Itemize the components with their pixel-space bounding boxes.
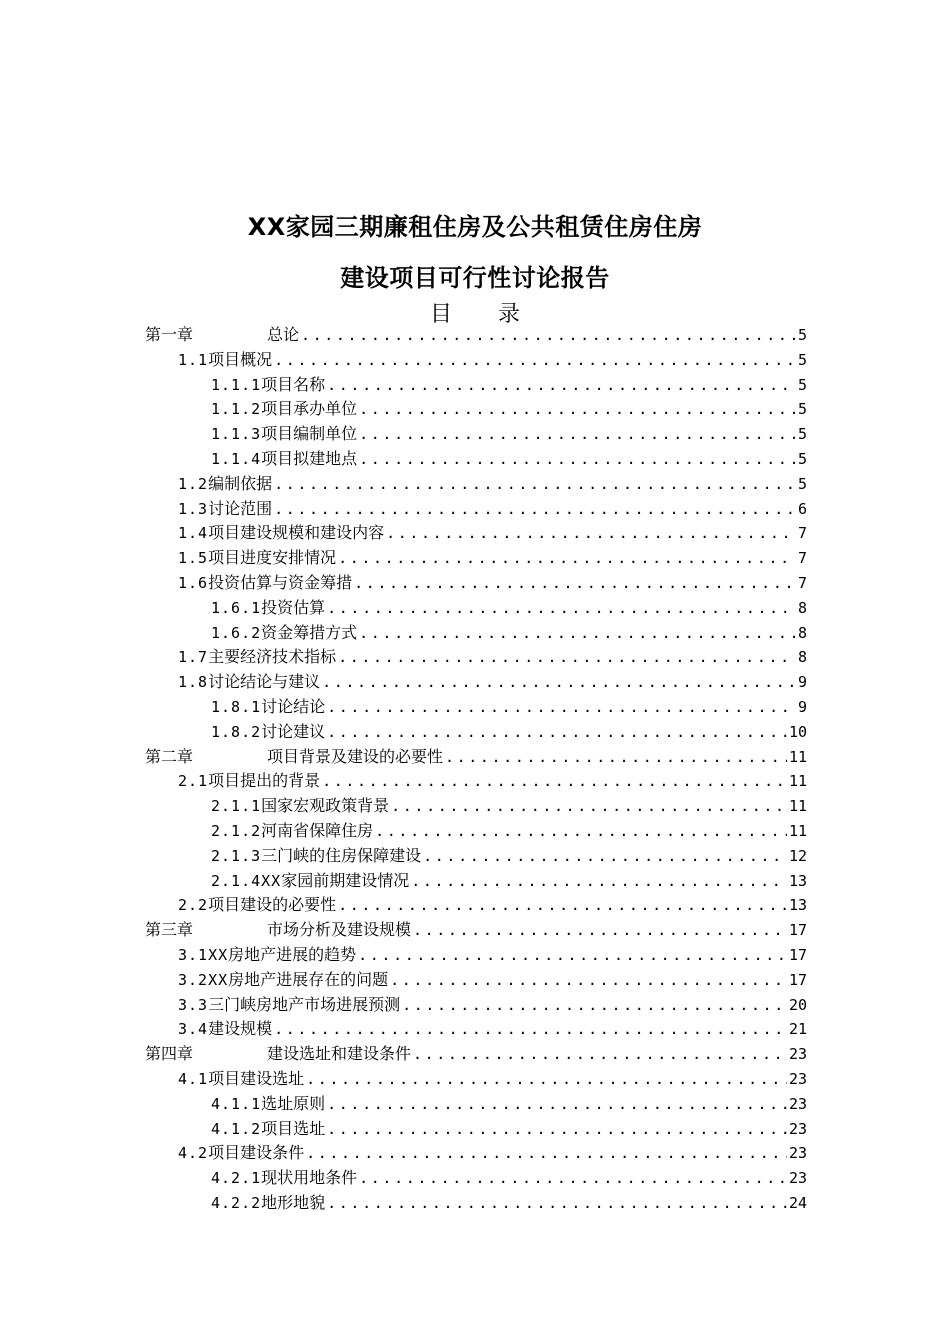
toc-entry[interactable]: [145, 1067, 807, 1092]
toc-entry-label: [178, 1067, 304, 1092]
toc-entry[interactable]: [145, 571, 807, 596]
toc-dot-leader: [327, 373, 795, 398]
toc-entry-label: [211, 1117, 325, 1142]
toc-dot-leader: [306, 1141, 787, 1166]
toc-entry-text: 项目名称: [261, 374, 326, 394]
toc-entry-text: 项目建设条件: [208, 1143, 305, 1163]
toc-entry-number: 1.6.2: [211, 623, 262, 642]
toc-dot-leader: [358, 943, 787, 968]
toc-entry-number: 1.8.2: [211, 722, 262, 741]
toc-entry[interactable]: [145, 447, 807, 472]
toc-entry-page: 5: [797, 474, 807, 493]
toc-entry-page: 9: [797, 697, 807, 716]
toc-entry[interactable]: [145, 497, 807, 522]
toc-entry[interactable]: [145, 546, 807, 571]
toc-dot-leader: [327, 1092, 787, 1117]
toc-entry-page: 13: [788, 871, 807, 890]
toc-dot-leader: [354, 571, 795, 596]
toc-entry-label: [178, 472, 272, 497]
toc-entry-label: [211, 844, 421, 869]
toc-entry-label: [211, 447, 357, 472]
toc-entry-text: 主要经济技术指标: [208, 647, 337, 667]
toc-entry-number: 第四章: [145, 1044, 194, 1064]
toc-entry-page: 9: [797, 673, 807, 692]
toc-heading-char-1: 目: [429, 302, 452, 327]
toc-entry[interactable]: [145, 422, 807, 447]
toc-entry-text: 项目建设的必要性: [208, 895, 337, 915]
toc-dot-leader: [386, 521, 795, 546]
toc-entry-text: 项目建设规模和建设内容: [208, 523, 385, 543]
toc-dot-leader: [359, 422, 795, 447]
toc-heading-char-2: 录: [498, 302, 521, 327]
toc-entry-label: [178, 1141, 304, 1166]
toc-entry-page: 10: [788, 722, 807, 741]
toc-entry-text: 项目承办单位: [261, 399, 358, 419]
toc-entry-number: 2.1.4XX: [211, 871, 282, 890]
toc-entry-text: 项目建设选址: [208, 1068, 305, 1088]
toc-entry-number: 3.4: [178, 1020, 209, 1039]
toc-entry-number: 2.1.3: [211, 846, 262, 865]
toc-entry-page: 5: [797, 350, 807, 369]
toc-entry-text: 地形地貌: [261, 1192, 326, 1212]
toc-entry-number: 2.1: [178, 772, 209, 791]
toc-entry-page: 5: [797, 425, 807, 444]
toc-entry[interactable]: [145, 993, 807, 1018]
toc-entry-label: [211, 422, 357, 447]
toc-entry-page: 17: [788, 945, 807, 964]
toc-dot-leader: [274, 348, 795, 373]
toc-entry-label: [211, 869, 409, 894]
toc-entry[interactable]: [145, 397, 807, 422]
toc-entry-page: 23: [788, 1045, 807, 1064]
toc-entry-label: [211, 397, 357, 422]
toc-entry-page: 13: [788, 896, 807, 915]
toc-dot-leader: [413, 918, 787, 943]
toc-entry-page: 23: [788, 1169, 807, 1188]
toc-entry[interactable]: [145, 1017, 807, 1042]
toc-entry-number: 1.1.4: [211, 449, 262, 468]
toc-dot-leader: [327, 695, 795, 720]
toc-dot-leader: [391, 794, 787, 819]
toc-entry-number: 第二章: [145, 746, 194, 766]
toc-entry[interactable]: [145, 720, 807, 745]
toc-dot-leader: [413, 1042, 787, 1067]
toc-entry-label: [211, 621, 357, 646]
toc-entry-label: [211, 373, 325, 398]
toc-entry-text: 投资估算: [261, 597, 326, 617]
toc-entry[interactable]: [145, 670, 807, 695]
toc-entry-number: 1.8.1: [211, 697, 262, 716]
toc-entry-text: 项目选址: [261, 1118, 326, 1138]
toc-entry-page: 5: [797, 326, 807, 344]
toc-dot-leader: [338, 645, 795, 670]
toc-entry-label: [178, 645, 336, 670]
toc-dot-leader: [274, 472, 795, 497]
toc-entry-number: 2.1.1: [211, 797, 262, 816]
toc-entry[interactable]: [145, 769, 807, 794]
toc-entry-page: 5: [797, 400, 807, 419]
toc-entry-page: 7: [797, 524, 807, 543]
toc-entry-label: [211, 1191, 325, 1216]
toc-entry-page: 23: [788, 1144, 807, 1163]
toc-entry-label: [178, 670, 320, 695]
toc-entry-label: [178, 769, 320, 794]
toc-entry-text: 市场分析及建设规模: [267, 920, 412, 940]
toc-dot-leader: [306, 1067, 787, 1092]
toc-entry-page: 11: [788, 772, 807, 791]
toc-entry-text: 三门峡的住房保障建设: [261, 845, 422, 865]
toc-entry-number: 4.2.2: [211, 1193, 262, 1212]
toc-entry-number: 2.2: [178, 896, 209, 915]
toc-dot-leader: [359, 447, 795, 472]
toc-entry[interactable]: [145, 968, 807, 993]
toc-entry-number: 4.2.1: [211, 1169, 262, 1188]
toc-entry-label: [178, 943, 356, 968]
toc-entry-page: 23: [788, 1119, 807, 1138]
toc-entry-page: 5: [797, 449, 807, 468]
toc-entry[interactable]: [145, 1166, 807, 1191]
toc-entry-page: 23: [788, 1069, 807, 1088]
toc-entry-label: [178, 348, 272, 373]
table-of-contents: [145, 323, 807, 1216]
toc-entry[interactable]: [145, 596, 807, 621]
toc-entry[interactable]: [145, 621, 807, 646]
toc-entry-number: 4.1.1: [211, 1094, 262, 1113]
toc-entry-number: 1.3: [178, 499, 209, 518]
toc-entry-number: 2.1.2: [211, 821, 262, 840]
toc-entry[interactable]: [145, 373, 807, 398]
toc-entry-label: [145, 323, 299, 348]
toc-entry[interactable]: [145, 1042, 807, 1067]
toc-entry-number: 1.6.1: [211, 598, 262, 617]
toc-dot-leader: [445, 745, 787, 770]
toc-entry-text: 国家宏观政策背景: [261, 796, 390, 816]
toc-entry-text: 河南省保障住房: [261, 820, 374, 840]
toc-entry-text: 项目概况: [208, 349, 273, 369]
toc-entry-number: 第三章: [145, 920, 194, 940]
toc-dot-leader: [322, 670, 795, 695]
toc-entry[interactable]: [145, 819, 807, 844]
toc-entry-label: [178, 571, 352, 596]
toc-entry-page: 20: [788, 995, 807, 1014]
toc-entry[interactable]: [145, 1141, 807, 1166]
toc-entry-label: [178, 1017, 272, 1042]
toc-entry-number: 1.1.2: [211, 400, 262, 419]
toc-entry-text: 三门峡房地产市场进展预测: [208, 994, 401, 1014]
toc-dot-leader: [402, 993, 787, 1018]
toc-entry-text: 房地产进展的趋势: [228, 944, 357, 964]
toc-entry-label: [211, 1092, 325, 1117]
toc-entry-text: 建设规模: [208, 1019, 273, 1039]
toc-entry-text: 讨论建议: [261, 721, 326, 741]
toc-dot-leader: [274, 1017, 787, 1042]
toc-entry-label: [211, 720, 325, 745]
toc-entry-number: 1.6: [178, 573, 209, 592]
toc-dot-leader: [327, 1117, 787, 1142]
toc-entry[interactable]: [145, 695, 807, 720]
report-title-line-2: 建设项目可行性讨论报告: [340, 264, 610, 292]
toc-entry-label: [145, 745, 443, 770]
toc-entry-text: 讨论结论与建议: [208, 672, 321, 692]
toc-entry-number: 1.8: [178, 673, 209, 692]
toc-entry-number: 1.2: [178, 474, 209, 493]
toc-entry[interactable]: [145, 943, 807, 968]
toc-entry-page: 12: [788, 846, 807, 865]
toc-entry-page: 8: [797, 623, 807, 642]
toc-dot-leader: [359, 397, 795, 422]
toc-entry-text: 讨论范围: [208, 498, 273, 518]
toc-entry-page: 23: [788, 1094, 807, 1113]
toc-entry-number: 4.2: [178, 1144, 209, 1163]
toc-entry-label: [178, 993, 400, 1018]
toc-entry-label: [178, 893, 336, 918]
toc-dot-leader: [375, 819, 787, 844]
toc-dot-leader: [423, 844, 787, 869]
toc-dot-leader: [338, 893, 787, 918]
toc-entry-text: 项目编制单位: [261, 424, 358, 444]
toc-entry-number: 1.7: [178, 648, 209, 667]
toc-entry-page: 5: [797, 375, 807, 394]
toc-entry-text: 项目拟建地点: [261, 448, 358, 468]
toc-entry-label: [211, 794, 389, 819]
toc-entry-label: [178, 546, 336, 571]
toc-entry-page: 8: [797, 648, 807, 667]
toc-entry-text: 选址原则: [261, 1093, 326, 1113]
toc-entry-text: 家园前期建设情况: [281, 870, 410, 890]
toc-entry-text: 总论: [267, 325, 300, 344]
toc-entry-number: 1.1.3: [211, 425, 262, 444]
toc-entry[interactable]: [145, 869, 807, 894]
toc-entry-number: 4.1.2: [211, 1119, 262, 1138]
toc-dot-leader: [274, 497, 795, 522]
toc-dot-leader: [359, 621, 795, 646]
toc-entry-page: 21: [788, 1020, 807, 1039]
toc-entry[interactable]: [145, 1092, 807, 1117]
toc-entry-label: [211, 695, 325, 720]
toc-entry-page: 8: [797, 598, 807, 617]
toc-entry-label: [211, 596, 325, 621]
toc-dot-leader: [322, 769, 787, 794]
toc-entry-text: 编制依据: [208, 473, 273, 493]
toc-entry-page: 17: [788, 921, 807, 940]
toc-entry[interactable]: [145, 521, 807, 546]
toc-entry[interactable]: [145, 1191, 807, 1216]
report-title-line-1: XX家园三期廉租住房及公共租赁住房住房: [247, 213, 703, 241]
toc-entry-page: 6: [797, 499, 807, 518]
toc-entry-number: 3.2XX: [178, 970, 229, 989]
toc-entry[interactable]: [145, 844, 807, 869]
toc-entry-text: 项目背景及建设的必要性: [267, 746, 444, 766]
toc-entry[interactable]: [145, 1117, 807, 1142]
toc-dot-leader: [327, 596, 795, 621]
toc-entry[interactable]: [145, 645, 807, 670]
toc-entry[interactable]: [145, 472, 807, 497]
toc-entry[interactable]: [145, 918, 807, 943]
toc-entry[interactable]: [145, 348, 807, 373]
toc-entry-page: 11: [788, 797, 807, 816]
toc-entry-text: 讨论结论: [261, 696, 326, 716]
toc-dot-leader: [411, 869, 787, 894]
toc-dot-leader: [338, 546, 795, 571]
toc-entry-page: 24: [788, 1193, 807, 1212]
toc-entry-text: 现状用地条件: [261, 1168, 358, 1188]
toc-entry[interactable]: [145, 745, 807, 770]
toc-entry-label: [145, 918, 411, 943]
toc-entry-label: [178, 968, 388, 993]
toc-entry-label: [178, 497, 272, 522]
toc-entry-label: [211, 1166, 357, 1191]
toc-entry[interactable]: [145, 893, 807, 918]
toc-entry-text: 项目提出的背景: [208, 771, 321, 791]
toc-entry-number: 1.5: [178, 549, 209, 568]
toc-dot-leader: [390, 968, 787, 993]
toc-entry-number: 3.1XX: [178, 945, 229, 964]
toc-entry-number: 1.1.1: [211, 375, 262, 394]
toc-entry[interactable]: [145, 794, 807, 819]
toc-dot-leader: [327, 720, 787, 745]
toc-entry-number: 1.1: [178, 350, 209, 369]
toc-entry-page: 7: [797, 549, 807, 568]
toc-entry-number: 4.1: [178, 1069, 209, 1088]
toc-entry-text: 资金筹措方式: [261, 622, 358, 642]
toc-dot-leader: [359, 1166, 787, 1191]
toc-dot-leader: [327, 1191, 787, 1216]
toc-entry-number: 第一章: [145, 325, 194, 344]
toc-entry-text: 项目进度安排情况: [208, 548, 337, 568]
toc-entry[interactable]: [145, 323, 807, 348]
toc-entry-page: 11: [788, 747, 807, 766]
toc-entry-label: [178, 521, 384, 546]
toc-entry-label: [145, 1042, 411, 1067]
toc-entry-label: [211, 819, 373, 844]
toc-entry-page: 17: [788, 970, 807, 989]
toc-entry-page: 7: [797, 573, 807, 592]
toc-entry-number: 3.3: [178, 995, 209, 1014]
toc-dot-leader: [301, 323, 795, 348]
toc-entry-text: 房地产进展存在的问题: [228, 969, 389, 989]
toc-entry-text: 建设选址和建设条件: [267, 1044, 412, 1064]
toc-entry-page: 11: [788, 821, 807, 840]
toc-entry-number: 1.4: [178, 524, 209, 543]
toc-entry-text: 投资估算与资金筹措: [208, 572, 353, 592]
